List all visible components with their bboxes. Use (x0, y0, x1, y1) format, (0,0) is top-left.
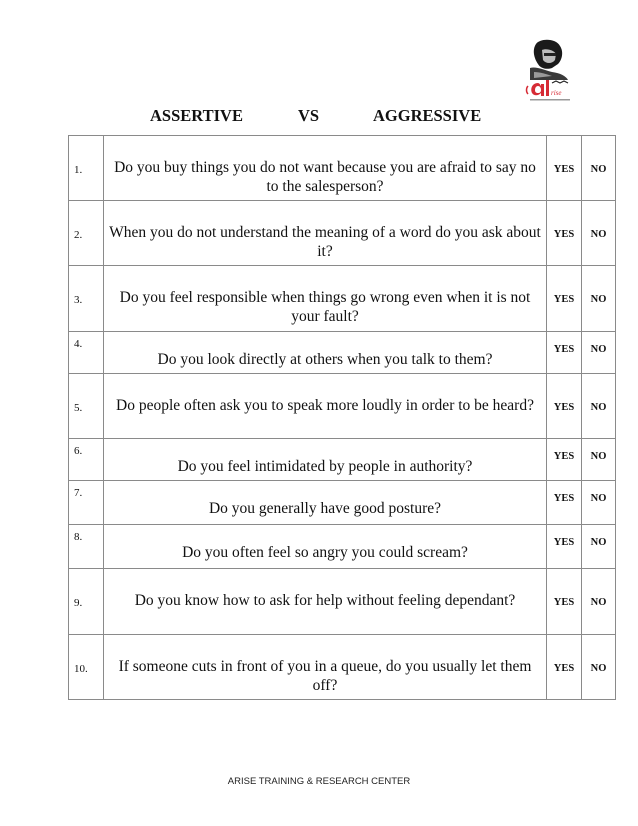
question-text: Do you know how to ask for help without feeling dependant? (104, 569, 547, 635)
yes-option[interactable]: YES (547, 439, 582, 481)
question-text: Do you often feel so angry you could scream? (104, 525, 547, 569)
question-text: Do you feel intimidated by people in authority? (104, 439, 547, 481)
yes-option[interactable]: YES (547, 569, 582, 635)
no-option[interactable]: NO (582, 201, 616, 266)
table-row (69, 136, 616, 201)
no-option[interactable]: NO (582, 136, 616, 201)
title-vs: VS (298, 106, 320, 125)
question-text: Do you look directly at others when you talk to them? (104, 332, 547, 374)
no-option[interactable]: NO (582, 266, 616, 332)
title-aggressive: AGGRESSIVE (373, 106, 482, 125)
yes-option[interactable]: YES (547, 136, 582, 201)
question-number: 4. (69, 332, 104, 374)
table-row (69, 481, 616, 525)
question-text: Do you feel responsible when things go wrong even when it is not your fault? (104, 266, 547, 332)
page-footer: ARISE TRAINING & RESEARCH CENTER (227, 776, 411, 787)
question-text: Do people often ask you to speak more loudly in order to be heard? (104, 374, 547, 439)
yes-option[interactable]: YES (547, 332, 582, 374)
yes-option[interactable]: YES (547, 201, 582, 266)
table-row (69, 266, 616, 332)
question-number: 1. (69, 136, 104, 201)
question-number: 7. (69, 481, 104, 525)
no-option[interactable]: NO (582, 569, 616, 635)
no-option[interactable]: NO (582, 332, 616, 374)
question-number: 2. (69, 201, 104, 266)
table-row (69, 635, 616, 700)
title-assertive: ASSERTIVE (150, 106, 243, 125)
yes-option[interactable]: YES (547, 635, 582, 700)
table-row (69, 439, 616, 481)
arise-logo (522, 38, 578, 104)
no-option[interactable]: NO (582, 635, 616, 700)
question-number: 6. (69, 439, 104, 481)
yes-option[interactable]: YES (547, 481, 582, 525)
question-number: 10. (69, 635, 104, 700)
no-option[interactable]: NO (582, 481, 616, 525)
table-row (69, 569, 616, 635)
no-option[interactable]: NO (582, 374, 616, 439)
yes-option[interactable]: YES (547, 374, 582, 439)
question-text: Do you buy things you do not want because you are afraid to say no to the salesperson? (104, 136, 547, 201)
question-number: 3. (69, 266, 104, 332)
arise-portrait-logo-icon (522, 38, 578, 104)
question-number: 9. (69, 569, 104, 635)
questionnaire-table (68, 135, 616, 700)
question-text: If someone cuts in front of you in a queue, do you usually let them off? (104, 635, 547, 700)
question-number: 5. (69, 374, 104, 439)
question-number: 8. (69, 525, 104, 569)
table-row (69, 332, 616, 374)
question-text: Do you generally have good posture? (104, 481, 547, 525)
svg-text:rise: rise (551, 89, 562, 97)
page-title (0, 106, 638, 130)
question-text: When you do not understand the meaning of a word do you ask about it? (104, 201, 547, 266)
no-option[interactable]: NO (582, 439, 616, 481)
table-row (69, 374, 616, 439)
table-row (69, 525, 616, 569)
yes-option[interactable]: YES (547, 525, 582, 569)
table-row (69, 201, 616, 266)
yes-option[interactable]: YES (547, 266, 582, 332)
no-option[interactable]: NO (582, 525, 616, 569)
